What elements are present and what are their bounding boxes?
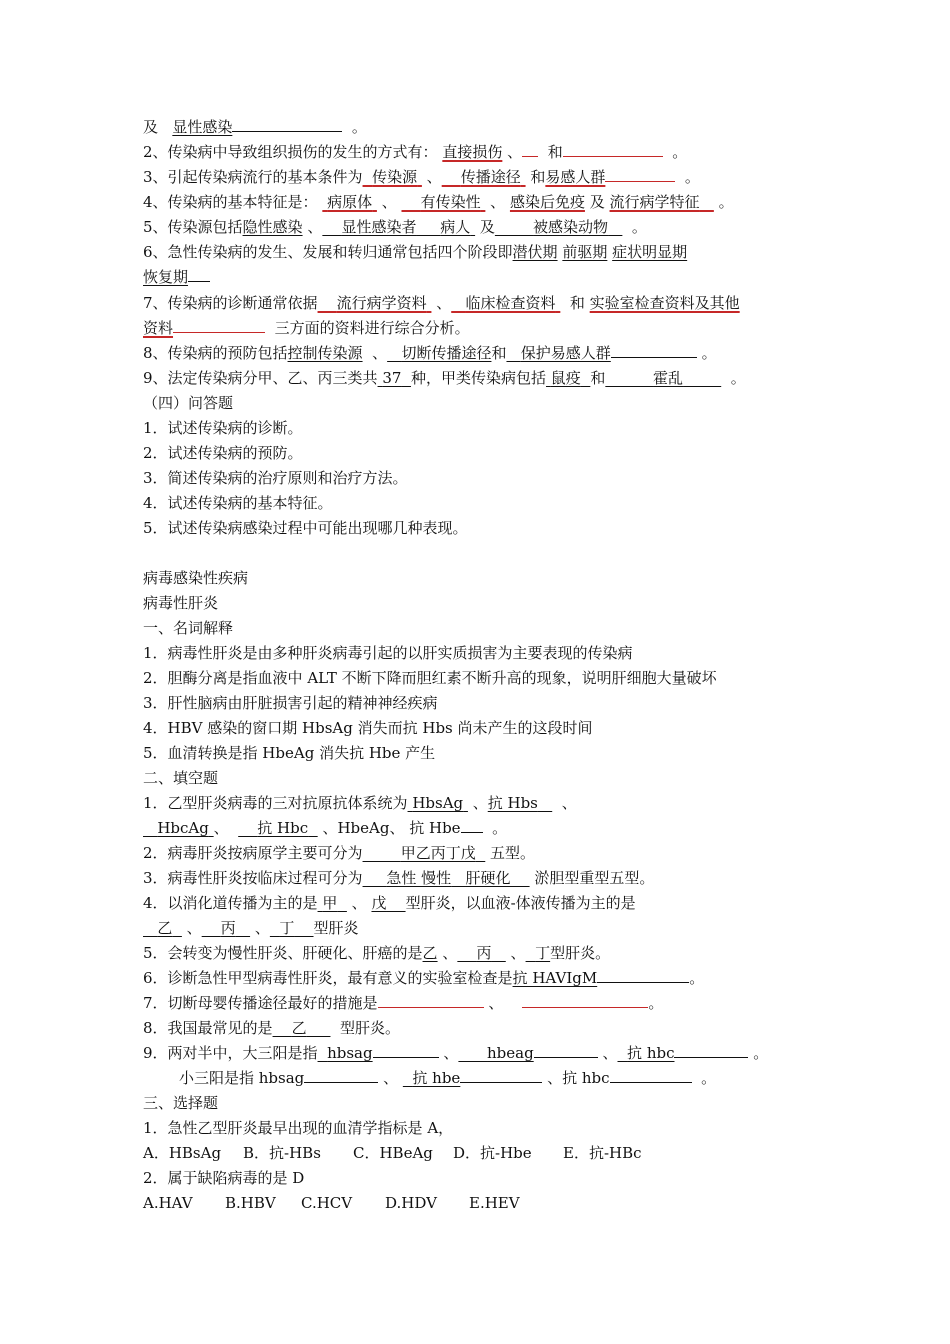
answer-blank[interactable]: 切断传播途径: [401, 344, 492, 362]
line-q7-continued: [143, 316, 470, 340]
option-e[interactable]: E．抗-HBc: [563, 1144, 642, 1162]
text: 、: [186, 919, 202, 937]
text: 。: [672, 143, 688, 161]
fill-item-5: [143, 941, 610, 965]
question-text: 7．切断母婴传播途径最好的措施是: [143, 994, 378, 1012]
text: 及: [479, 218, 495, 236]
blank-line: [188, 280, 210, 282]
question-text: 4、传染病的基本特征是：: [143, 193, 318, 211]
fill-item-4-continued: [143, 916, 359, 940]
choice-options-2: [143, 1191, 553, 1215]
text: 。: [631, 218, 647, 236]
answer-blank[interactable]: 控制传染源: [287, 344, 363, 362]
text: 三方面的资料进行综合分析。: [274, 319, 470, 337]
option-b[interactable]: B．抗-HBs: [243, 1144, 321, 1162]
option-c[interactable]: C.HCV: [301, 1194, 353, 1212]
text: 、: [442, 944, 458, 962]
answer-blank[interactable]: 实验室检查资料及其他: [589, 294, 740, 312]
text: 和: [590, 369, 606, 387]
option-d[interactable]: D.HDV: [385, 1194, 437, 1212]
text: 、: [436, 294, 452, 312]
qa-item-1: 1．试述传染病的诊断。: [143, 419, 303, 437]
fill-item-1: [143, 791, 577, 815]
choice-question-1: 1．急性乙型肝炎最早出现的血清学指标是 A，: [143, 1119, 454, 1137]
answer-blank[interactable]: 前驱期: [562, 243, 608, 261]
answer-blank[interactable]: 丁: [279, 919, 295, 937]
answer-blank[interactable]: 病原体: [327, 193, 373, 211]
text: 、: [507, 143, 523, 161]
question-text: 6．诊断急性甲型病毒性肝炎，最有意义的实验室检查是: [143, 969, 513, 987]
answer-blank[interactable]: 有传染性: [420, 193, 481, 211]
blank-line: [597, 981, 689, 983]
option-e[interactable]: E.HEV: [469, 1194, 520, 1212]
question-text: 7、传染病的诊断通常依据: [143, 294, 318, 312]
answer-blank[interactable]: 抗 hbe: [412, 1069, 461, 1087]
qa-item-4: 4．试述传染病的基本特征。: [143, 494, 333, 512]
option-c[interactable]: C．HBeAg: [353, 1144, 433, 1162]
text: 和: [547, 143, 563, 161]
answer-blank-empty[interactable]: [610, 1081, 692, 1083]
answer-blank[interactable]: 丙: [220, 919, 236, 937]
text: 、: [254, 919, 270, 937]
question-text: 9、法定传染病分甲、乙、丙三类共: [143, 369, 378, 387]
answer-blank[interactable]: 丁: [535, 944, 551, 962]
text: 、: [372, 344, 388, 362]
text: 、: [602, 1044, 618, 1062]
answer-blank[interactable]: 保护易感人群: [520, 344, 611, 362]
text: 、: [383, 1069, 399, 1087]
text: 、: [490, 193, 506, 211]
text: 。: [753, 1044, 769, 1062]
answer-blank[interactable]: 丙: [476, 944, 492, 962]
text: 。: [492, 819, 508, 837]
answer-blank[interactable]: 潜伏期: [512, 243, 558, 261]
answer-blank[interactable]: 感染后免疫: [509, 193, 585, 211]
blank-line: [611, 356, 697, 358]
text: 。: [689, 969, 705, 987]
answer-blank-empty[interactable]: [378, 1006, 484, 1008]
line-q7-diagnosis-basis: [143, 291, 740, 315]
answer-blank[interactable]: 传染源: [372, 168, 418, 186]
blank-line: [232, 130, 342, 132]
answer-blank: 显性感染: [172, 118, 233, 136]
answer-blank[interactable]: 传播途径: [460, 168, 521, 186]
choice-question-2: 2．属于缺陷病毒的是 D: [143, 1169, 305, 1187]
text: 及: [589, 193, 605, 211]
text: 及: [143, 118, 159, 136]
qa-item-5: 5．试述传染病感染过程中可能出现哪几种表现。: [143, 519, 468, 537]
text: 和: [569, 294, 585, 312]
text: 和: [530, 168, 546, 186]
answer-blank[interactable]: 抗 Hbs: [487, 794, 538, 812]
line-q9-notifiable-diseases: [143, 366, 746, 390]
answer-blank-empty[interactable]: [304, 1081, 378, 1083]
qa-item-3: 3．简述传染病的治疗原则和治疗方法。: [143, 469, 408, 487]
answer-blank[interactable]: 乙: [422, 944, 438, 962]
option-d[interactable]: D．抗-Hbe: [453, 1144, 532, 1162]
section-heading-qa: （四）问答题: [143, 394, 234, 412]
section-title: 病毒性肝炎: [143, 594, 219, 612]
answer-blank[interactable]: hbeag: [487, 1044, 534, 1062]
blank-line: [460, 1081, 542, 1083]
question-text: 6、急性传染病的发生、发展和转归通常包括四个阶段即: [143, 243, 513, 261]
blank-line: [461, 831, 483, 833]
option-a[interactable]: A．HBsAg: [143, 1144, 222, 1162]
text: 、: [351, 894, 367, 912]
blank-line: [674, 1056, 748, 1058]
line-q4-basic-features: [143, 190, 734, 214]
text: 。: [718, 193, 734, 211]
text: 淤胆型重型五型。: [534, 869, 655, 887]
text: 、抗 hbc: [547, 1069, 610, 1087]
text: 。: [684, 168, 700, 186]
fill-item-4: [143, 891, 636, 915]
answer-blank[interactable]: 37: [382, 369, 402, 387]
text: 、: [426, 168, 442, 186]
answer-blank[interactable]: hbsag: [327, 1044, 373, 1062]
answer-blank[interactable]: 临床检查资料: [465, 294, 556, 312]
answer-blank[interactable]: 鼠疫: [550, 369, 581, 387]
answer-blank-empty[interactable]: [522, 155, 538, 157]
answer-blank-empty[interactable]: [563, 155, 663, 157]
fill-item-6: [143, 966, 704, 990]
question-text: 9．两对半中，大三阳是指: [143, 1044, 318, 1062]
blank-line: [373, 1056, 439, 1058]
fill-item-9-continued: [179, 1066, 716, 1090]
text: 。: [701, 344, 717, 362]
answer-blank[interactable]: 急性 慢性 肝硬化: [386, 869, 511, 887]
text: 型肝炎，以血液-体液传播为主的是: [405, 894, 636, 912]
text: 、: [472, 794, 488, 812]
text: 五型。: [490, 844, 536, 862]
answer-blank[interactable]: 抗 HAVIgM: [512, 969, 598, 987]
text: 。: [701, 1069, 717, 1087]
answer-blank[interactable]: HbcAg: [157, 819, 209, 837]
choice-options-1: [143, 1141, 663, 1165]
answer-blank[interactable]: 抗 hbc: [627, 1044, 675, 1062]
text: 和: [491, 344, 507, 362]
answer-blank[interactable]: 资料: [143, 319, 174, 337]
blank-line: [534, 1056, 598, 1058]
chapter-title: 病毒感染性疾病: [143, 569, 249, 587]
answer-blank[interactable]: 流行病学资料: [336, 294, 427, 312]
question-text: 小三阳是指 hbsag: [179, 1069, 305, 1087]
question-text: 2．病毒肝炎按病原学主要可分为: [143, 844, 363, 862]
answer-blank[interactable]: 抗 Hbc: [257, 819, 309, 837]
line-q2-tissue-damage: [143, 140, 687, 164]
answer-blank[interactable]: 甲乙丙丁戊: [400, 844, 476, 862]
answer-blank[interactable]: 易感人群: [545, 168, 606, 186]
line-q5-infection-sources: [143, 215, 647, 239]
text: 、: [488, 994, 504, 1012]
text: 、HbeAg、 抗 Hbe: [322, 819, 461, 837]
text: 、: [381, 193, 397, 211]
line-infection-forms: [143, 115, 367, 139]
question-text: 1．乙型肝炎病毒的三对抗原抗体系统为: [143, 794, 408, 812]
answer-blank[interactable]: 戊: [371, 894, 387, 912]
answer-blank[interactable]: 直接损伤: [442, 143, 503, 161]
text: 、: [443, 1044, 459, 1062]
text: 。: [351, 118, 367, 136]
answer-blank[interactable]: 恢复期: [143, 268, 189, 286]
line-q3-epidemic-conditions: [143, 165, 700, 189]
term-item-4: 4．HBV 感染的窗口期 HbsAg 消失而抗 Hbs 尚未产生的这段时间: [143, 719, 593, 737]
line-q6-continued: [143, 265, 210, 289]
answer-blank[interactable]: 甲: [322, 894, 338, 912]
fill-item-8: [143, 1016, 400, 1040]
text: 型肝炎。: [550, 944, 611, 962]
term-item-3: 3．肝性脑病由肝脏损害引起的精神神经疾病: [143, 694, 438, 712]
text: 型肝炎: [313, 919, 359, 937]
question-text: 5、传染源包括: [143, 218, 243, 236]
question-text: 4．以消化道传播为主的是: [143, 894, 318, 912]
question-text: 8．我国最常见的是: [143, 1019, 273, 1037]
answer-blank[interactable]: HbsAg: [412, 794, 464, 812]
section-heading-fill: 二、填空题: [143, 769, 219, 787]
section-heading-terms: 一、名词解释: [143, 619, 234, 637]
blank-line: [605, 180, 675, 182]
answer-blank[interactable]: 隐性感染: [242, 218, 303, 236]
term-item-5: 5．血清转换是指 HbeAg 消失抗 Hbe 产生: [143, 744, 436, 762]
fill-item-7: [143, 991, 663, 1015]
blank-line: [173, 331, 265, 333]
question-text: 3、引起传染病流行的基本条件为: [143, 168, 363, 186]
question-text: 3．病毒性肝炎按临床过程可分为: [143, 869, 363, 887]
text: 。: [648, 994, 664, 1012]
fill-item-1-continued: [143, 816, 507, 840]
answer-blank[interactable]: 被感染动物: [533, 218, 609, 236]
fill-item-2: [143, 841, 535, 865]
answer-blank[interactable]: 显性感染者 病人: [341, 218, 471, 236]
question-text: 2、传染病中导致组织损伤的发生的方式有：: [143, 143, 438, 161]
line-q6-four-stages: [143, 240, 687, 264]
answer-blank[interactable]: 流行病学特征: [609, 193, 700, 211]
qa-item-2: 2．试述传染病的预防。: [143, 444, 303, 462]
question-text: 5．会转变为慢性肝炎、肝硬化、肝癌的是: [143, 944, 423, 962]
question-text: 8、传染病的预防包括: [143, 344, 288, 362]
term-item-1: 1．病毒性肝炎是由多种肝炎病毒引起的以肝实质损害为主要表现的传染病: [143, 644, 633, 662]
term-item-2: 2．胆酶分离是指血液中 ALT 不断下降而胆红素不断升高的现象，说明肝细胞大量破坏: [143, 669, 717, 687]
fill-item-3: [143, 866, 654, 890]
text: 、: [561, 794, 577, 812]
option-b[interactable]: B.HBV: [225, 1194, 276, 1212]
text: 、: [307, 218, 323, 236]
text: 型肝炎。: [340, 1019, 401, 1037]
line-q8-prevention: [143, 341, 717, 365]
answer-blank[interactable]: 乙: [157, 919, 173, 937]
text: 、: [510, 944, 526, 962]
text: 。: [730, 369, 746, 387]
fill-item-9: [143, 1041, 768, 1065]
text: 、: [213, 819, 229, 837]
option-a[interactable]: A.HAV: [143, 1194, 193, 1212]
answer-blank-empty[interactable]: [522, 1006, 648, 1008]
text: 种，甲类传染病包括: [410, 369, 546, 387]
answer-blank[interactable]: 症状明显期: [612, 243, 688, 261]
answer-blank[interactable]: 乙: [291, 1019, 307, 1037]
section-heading-choice: 三、选择题: [143, 1094, 219, 1112]
answer-blank[interactable]: 霍乱: [653, 369, 684, 387]
